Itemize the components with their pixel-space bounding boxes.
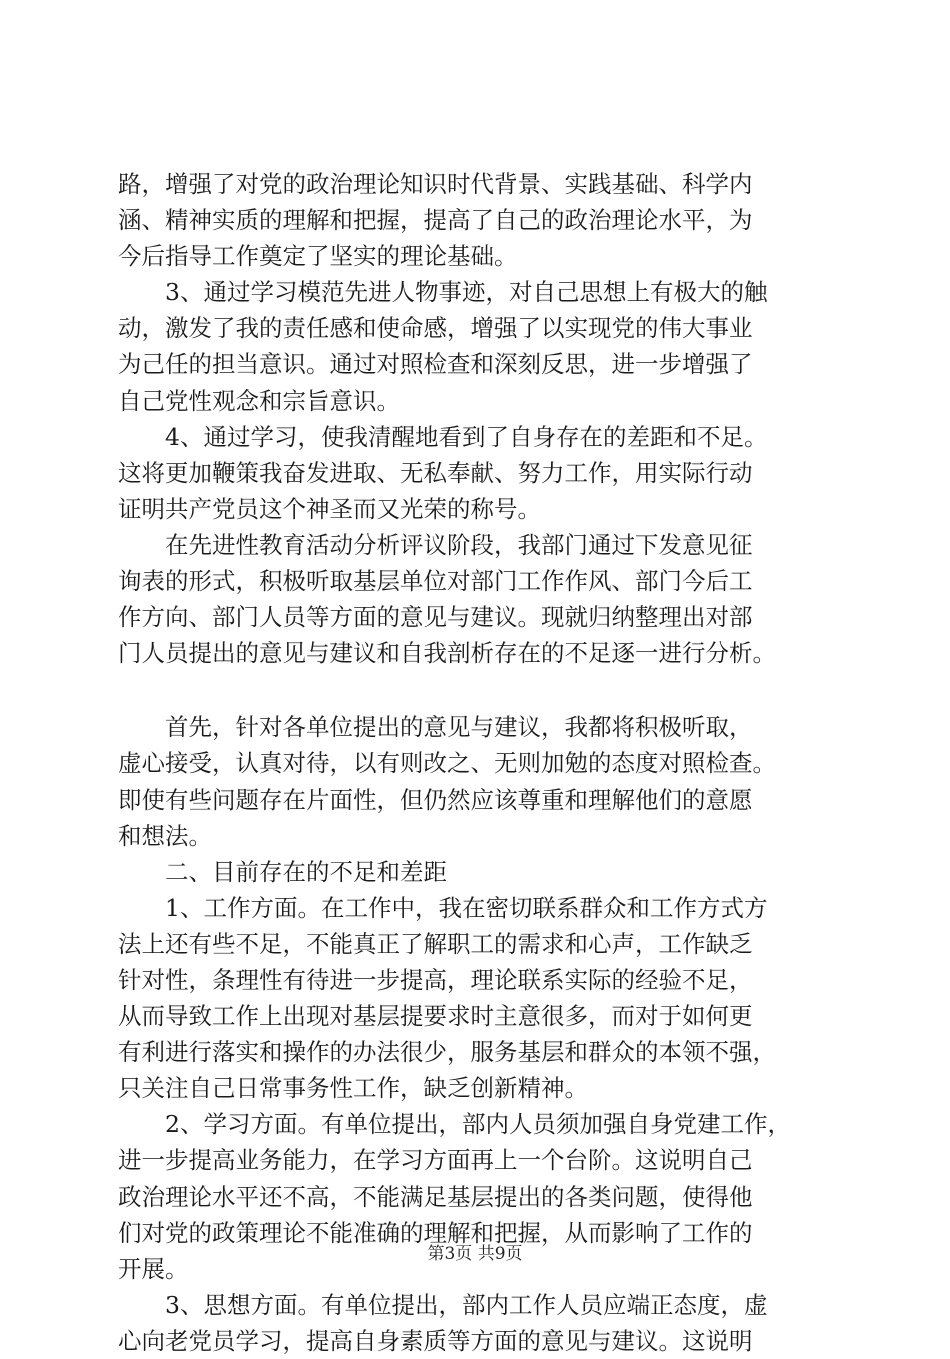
text-line: 即使有些问题存在片面性，但仍然应该尊重和理解他们的意愿 <box>118 785 753 814</box>
document-body <box>118 166 858 1359</box>
text-line: 门人员提出的意见与建议和自我剖析存在的不足逐一进行分析。 <box>118 639 776 668</box>
text-line: 首先，针对各单位提出的意见与建议，我都将积极听取， <box>118 713 753 742</box>
text-line: 开展。 <box>118 1254 189 1283</box>
text-line: 们对党的政策理论不能准确的理解和把握，从而影响了工作的 <box>118 1218 753 1247</box>
text-line: 涵、精神实质的理解和把握，提高了自己的政治理论水平，为 <box>118 206 753 235</box>
text-line: 4、通过学习，使我清醒地看到了自身存在的差距和不足。 <box>118 422 768 451</box>
text-line: 今后指导工作奠定了坚实的理论基础。 <box>118 242 518 271</box>
text-line: 1、工作方面。在工作中，我在密切联系群众和工作方式方 <box>118 893 768 922</box>
page-number: 第3页 共9页 <box>427 1244 523 1264</box>
text-line: 在先进性教育活动分析评议阶段，我部门通过下发意见征 <box>118 530 753 559</box>
text-line: 3、思想方面。有单位提出，部内工作人员应端正态度，虚 <box>118 1290 768 1319</box>
text-line: 为己任的担当意识。通过对照检查和深刻反思，进一步增强了 <box>118 350 753 379</box>
text-line: 这将更加鞭策我奋发进取、无私奉献、努力工作，用实际行动 <box>118 458 753 487</box>
text-line: 作方向、部门人员等方面的意见与建议。现就归纳整理出对部 <box>118 603 753 632</box>
text-line: 2、学习方面。有单位提出，部内人员须加强自身党建工作， <box>118 1110 791 1139</box>
text-line: 动，激发了我的责任感和使命感，增强了以实现党的伟大事业 <box>118 314 753 343</box>
text-line: 询表的形式，积极听取基层单位对部门工作作风、部门今后工 <box>118 567 753 596</box>
text-line: 法上还有些不足，不能真正了解职工的需求和心声，工作缺乏 <box>118 929 753 958</box>
text-line: 心向老党员学习，提高自身素质等方面的意见与建议。这说明 <box>118 1326 753 1355</box>
text-line: 政治理论水平还不高，不能满足基层提出的各类问题，使得他 <box>118 1182 753 1211</box>
text-line: 路，增强了对党的政治理论知识时代背景、实践基础、科学内 <box>118 170 753 198</box>
blank-line <box>118 671 858 709</box>
section-heading: 二、目前存在的不足和差距 <box>118 857 447 886</box>
text-line: 进一步提高业务能力，在学习方面再上一个台阶。这说明自己 <box>118 1146 753 1175</box>
text-line: 只关注自己日常事务性工作，缺乏创新精神。 <box>118 1074 588 1103</box>
text-line: 针对性，条理性有待进一步提高，理论联系实际的经验不足， <box>118 965 753 994</box>
text-line: 自己党性观念和宗旨意识。 <box>118 386 400 415</box>
text-line: 3、通过学习模范先进人物事迹，对自己思想上有极大的触 <box>118 278 768 307</box>
text-line: 从而导致工作上出现对基层提要求时主意很多，而对于如何更 <box>118 1002 753 1031</box>
text-line: 虚心接受，认真对待，以有则改之、无则加勉的态度对照检查。 <box>118 749 776 778</box>
text-line: 证明共产党员这个神圣而又光荣的称号。 <box>118 494 541 523</box>
text-line: 和想法。 <box>118 821 212 850</box>
text-line: 有利进行落实和操作的办法很少，服务基层和群众的本领不强， <box>118 1038 776 1067</box>
